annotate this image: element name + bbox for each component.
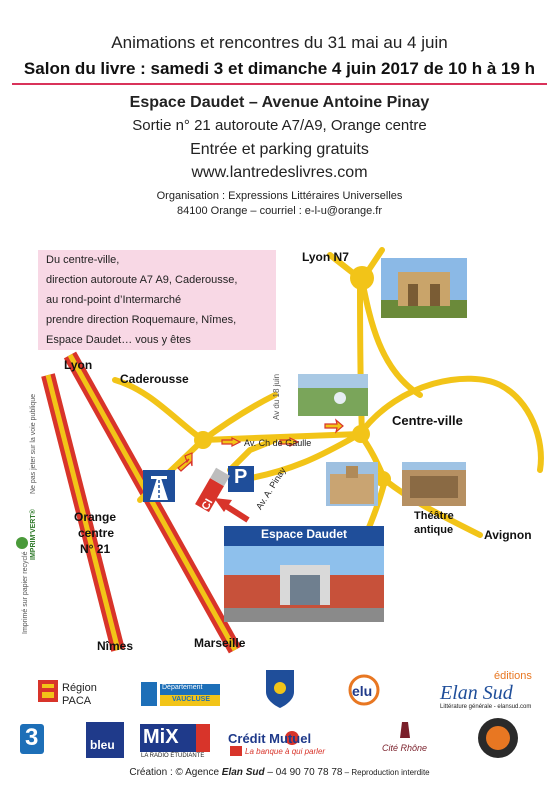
label-lyon-n7: Lyon N7 — [302, 250, 349, 264]
label-exit-21: N° 21 — [80, 542, 111, 556]
photo-theatre-antique — [402, 462, 466, 506]
event-title: Animations et rencontres du 31 mai au 4 juin — [111, 33, 448, 52]
footer-prefix: Création : © Agence — [129, 767, 222, 778]
footer-phone: – 04 90 70 78 78 — [264, 767, 343, 778]
mix-sub: LA RADIO ÉTUDIANTE — [141, 753, 205, 759]
label-av-18-juin: Av du 18 juin — [272, 373, 281, 420]
orange-coat-of-arms-icon — [266, 670, 294, 708]
free-entry: Entrée et parking gratuits — [190, 141, 369, 158]
vaucluse-label: VAUCLUSE — [172, 696, 210, 703]
organizer: Organisation : Expressions Littéraires Universelles — [156, 190, 403, 202]
label-antique: antique — [414, 524, 454, 536]
imprimvert-label: IMPRIM'VERT® — [30, 509, 37, 560]
salon-dates: Salon du livre : samedi 3 et dimanche 4 juin 2017 de 10 h à 19 h — [23, 59, 536, 78]
parking-label: P — [234, 466, 248, 488]
ici-label: ICI — [198, 496, 216, 515]
footer-credit — [0, 767, 559, 778]
association-round-logo — [478, 718, 518, 758]
label-av-pinay: Av. A. Pinay — [254, 465, 288, 512]
venue-name: Espace Daudet – Avenue Antoine Pinay — [129, 94, 430, 111]
roundabout-intermarche — [194, 431, 212, 449]
directions-line: au rond-point d’Intermarché — [46, 294, 182, 306]
label-orange: Orange — [74, 510, 117, 524]
directions-line: Du centre-ville, — [46, 254, 120, 266]
cite-rhone-label: Cité Rhône — [382, 743, 428, 753]
region-paca-logo — [38, 680, 58, 702]
roundabout-centre — [352, 425, 370, 443]
label-lyon: Lyon — [64, 358, 93, 372]
photo-arc-de-triomphe — [381, 258, 467, 318]
ici-arrow — [214, 498, 248, 520]
region-paca-label: PACA — [62, 695, 92, 707]
france-bleu-label: bleu — [90, 738, 115, 752]
region-label: Région — [62, 682, 97, 694]
label-centre-ville: Centre-ville — [392, 413, 463, 428]
mix-label: MiX — [143, 726, 179, 748]
credit-mutuel-label: Crédit Mutuel — [228, 731, 312, 746]
elan-sud-label: Elan Sud — [440, 682, 513, 704]
label-centre: centre — [78, 526, 115, 540]
elu-label: elu — [352, 683, 373, 699]
label-nimes: Nîmes — [97, 639, 134, 653]
departement-label: Département — [162, 684, 203, 691]
directions-line: Espace Daudet… vous y êtes — [46, 334, 191, 346]
label-avignon: Avignon — [484, 528, 532, 542]
website[interactable]: www.lantredeslivres.com — [191, 164, 368, 181]
imprimvert-logo — [16, 537, 28, 549]
elan-sud-sub: Littérature générale - elansud.com — [440, 704, 532, 710]
footer-small: – Reproduction interdite — [342, 768, 430, 777]
no-litter-note: Ne pas jeter sur la voie publique — [30, 393, 37, 494]
credit-mutuel-sub: La banque à qui parler — [245, 747, 326, 756]
footer-agency: Elan Sud — [221, 767, 265, 778]
organizer-contact: 84100 Orange – courriel : e-l-u@orange.fr — [177, 205, 382, 217]
label-av-ch-de-gaulle: Av. Ch de Gaulle — [244, 438, 312, 448]
espace-daudet-label: Espace Daudet — [260, 527, 348, 541]
label-theatre: Théâtre — [414, 510, 454, 522]
photo-fountain — [298, 374, 368, 416]
label-caderousse: Caderousse — [120, 372, 189, 386]
recycled-paper-note: Imprimé sur papier recyclé — [22, 551, 29, 634]
roundabout-lyon — [350, 266, 374, 290]
label-marseille: Marseille — [194, 636, 246, 650]
motorway-exit: Sortie n° 21 autoroute A7/A9, Orange centre — [132, 117, 427, 134]
photo-hotel-de-ville — [326, 462, 378, 506]
cite-rhone-logo — [400, 722, 410, 738]
france3-label: 3 — [25, 724, 39, 751]
directions-line: prendre direction Roquemaure, Nîmes, — [46, 314, 237, 326]
directions-line: direction autoroute A7 A9, Caderousse, — [46, 274, 238, 286]
editions-label: éditions — [494, 670, 532, 682]
